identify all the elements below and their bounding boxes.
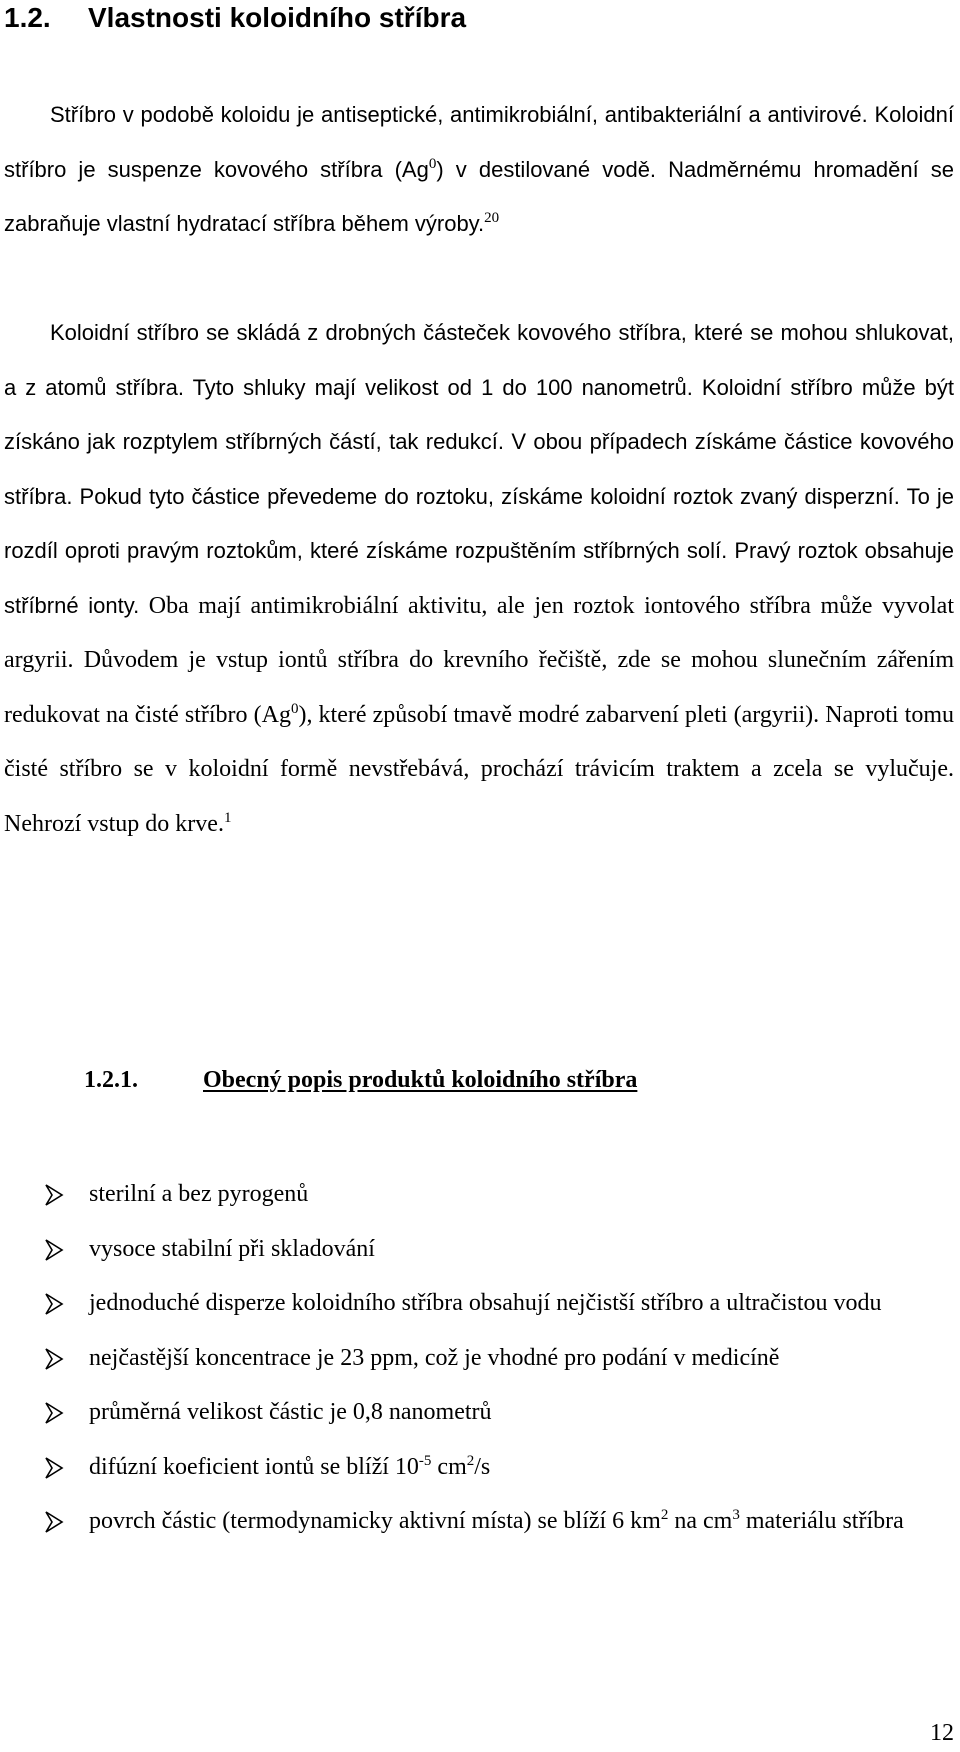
arrowhead-bullet-icon: [44, 1292, 64, 1316]
list-item-text: povrch částic (termodynamicky aktivní místa) se blíží 6 km: [89, 1508, 661, 1534]
list-item-text: cm: [431, 1453, 467, 1480]
paragraph-text: Oba mají antimikrobiální aktivitu, ale jen roztok iontového stříbra může vyvolat argyrii. Důvodem je vstup iontů stříbra do krevního řečiště, zde se mohou slunečním zářením redukovat na čisté stříbro (Ag: [4, 592, 954, 728]
arrowhead-bullet-icon: [44, 1238, 64, 1262]
list-item-text: difúzní koeficient iontů se blíží 10: [89, 1453, 419, 1480]
arrowhead-bullet-icon: [44, 1401, 64, 1425]
list-item-text: sterilní a bez pyrogenů: [89, 1181, 309, 1207]
list-item: [0, 1385, 960, 1440]
paragraph-text: ), které způsobí tmavě modré zabarvení pleti (argyrii). Naproti tomu čisté stříbro se v koloidní formě nevstřebává, prochází trávicím traktem a zcela se vylučuje. Nehrozí vstup do krve.: [4, 701, 954, 837]
subsection-heading: [84, 1063, 637, 1097]
superscript: 2: [466, 1452, 475, 1469]
arrowhead-bullet-icon: [44, 1183, 64, 1207]
section-number: 1.2.: [4, 2, 51, 33]
arrowhead-bullet-icon: [44, 1347, 64, 1371]
page-number: 12: [930, 1720, 954, 1746]
paragraph-text: ) v destilované vodě. Nadměrnému hromadění se zabraňuje vlastní hydratací stříbra během výroby.: [4, 156, 954, 236]
paragraph-text: Stříbro v podobě koloidu je antiseptické, antimikrobiální, antibakteriální a antivirové. Koloidní stříbro je suspenze kovového stříbra (Ag: [4, 102, 954, 182]
list-item-text: /s: [474, 1453, 491, 1480]
list-item: [0, 1222, 960, 1277]
superscript: 0: [428, 155, 437, 172]
list-item: [0, 1167, 960, 1222]
superscript: 3: [732, 1507, 740, 1523]
product-properties-list: [0, 1167, 960, 1549]
section-title: Vlastnosti koloidního stříbra: [88, 2, 467, 33]
list-item-text: jednoduché disperze koloidního stříbra obsahují nejčistší stříbro a ultračistou vodu: [89, 1290, 882, 1316]
superscript: 2: [660, 1507, 669, 1523]
list-item-text: průměrná velikost částic je 0,8 nanometrů: [89, 1399, 492, 1425]
arrowhead-bullet-icon: [44, 1456, 64, 1480]
superscript: -5: [418, 1452, 432, 1469]
citation-reference: 20: [484, 210, 500, 226]
citation-reference: 1: [223, 809, 232, 826]
list-item-text: vysoce stabilní při skladování: [89, 1235, 375, 1262]
superscript: 0: [290, 700, 299, 717]
list-item: [0, 1331, 960, 1386]
section-heading: [4, 0, 466, 36]
list-item-text: nejčastější koncentrace je 23 ppm, což je vhodné pro podání v medicíně: [89, 1344, 780, 1371]
paragraph-text: Koloidní stříbro se skládá z drobných částeček kovového stříbra, které se mohou shlukovat, a z atomů stříbra. Tyto shluky mají velikost od 1 do 100 nanometrů. Koloidní stříbro může být získáno jak rozptylem stříbrných částí, tak redukcí. V obou případech získáme částice kovového stříbra. Pokud tyto částice převedeme do roztoku, získáme koloidní roztok zvaný disperzní. To je rozdíl oproti pravým roztokům, které získáme rozpuštěním stříbrných solí. Pravý roztok obsahuje stříbrné ionty.: [4, 320, 954, 618]
list-item-text: na cm: [668, 1508, 733, 1534]
list-item-text: materiálu stříbra: [739, 1508, 904, 1534]
subsection-number: 1.2.1.: [84, 1067, 138, 1093]
list-item: [0, 1276, 960, 1331]
list-item: [0, 1440, 960, 1495]
subsection-title: Obecný popis produktů koloidního stříbra: [203, 1067, 638, 1093]
list-item: [0, 1494, 960, 1549]
paragraph-composition: [4, 306, 954, 851]
paragraph-antiseptic: [4, 88, 954, 252]
arrowhead-bullet-icon: [44, 1510, 64, 1534]
